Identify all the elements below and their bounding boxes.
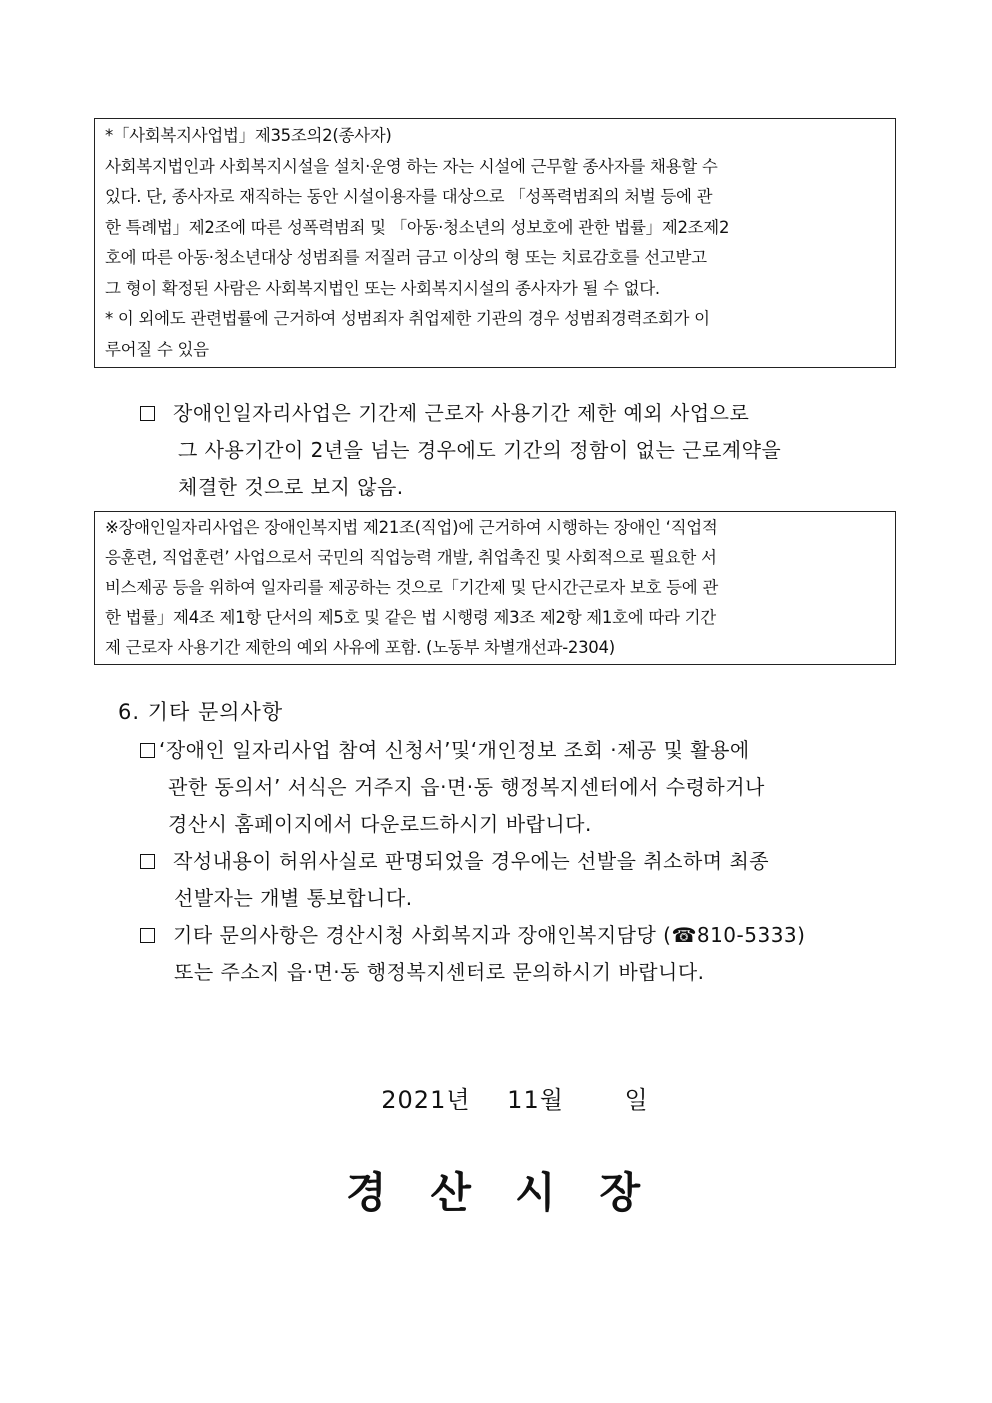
job-note-line: 한 법률」제4조 제1항 단서의 제5호 및 같은 법 시행령 제3조 제2항 제1호에 따라 기간 [105, 608, 716, 627]
job-note-line: 응훈련, 직업훈련’ 사업으로서 국민의 직업능력 개발, 취업촉진 및 사회적으로 필요한 서 [105, 548, 717, 567]
document-date [0, 1080, 992, 1115]
law-note-line: 있다. 단, 종사자로 재직하는 동안 시설이용자를 대상으로 「성폭력범죄의 처벌 등에 관 [105, 187, 713, 206]
date-month: 11월 [507, 1086, 564, 1114]
law-note-line: 한 특례법」제2조에 따른 성폭력범죄 및 「아동·청소년의 성보호에 관한 법률」제2조제2 [105, 217, 730, 237]
inquiry-line: 작성내용이 허위사실로 판명되었을 경우에는 선발을 취소하며 최종 [173, 849, 770, 873]
law-note-box [94, 118, 896, 368]
inquiry-line: 선발자는 개별 통보합니다. [174, 886, 413, 910]
job-program-note-box [94, 511, 896, 665]
inquiry-line: 또는 주소지 읍·면·동 행정복지센터로 문의하시기 바랍니다. [174, 960, 705, 984]
job-note-line: 제 근로자 사용기간 제한의 예외 사유에 포함. (노동부 차별개선과-2304) [105, 638, 615, 657]
job-note-line: 비스제공 등을 위하여 일자리를 제공하는 것으로「기간제 및 단시간근로자 보호 등에 관 [105, 578, 719, 597]
law-note-line: 호에 따른 아동·청소년대상 성범죄를 저질러 금고 이상의 형 또는 치료감호를 선고받고 [105, 248, 707, 267]
checkbox-square-icon [140, 928, 155, 943]
inquiry-item-forms [140, 732, 900, 843]
issuer-signature: 경산시장 [345, 1168, 685, 1217]
law-note-line: * 이 외에도 관련법률에 근거하여 성범죄자 취업제한 기관의 경우 성범죄경력조회가 이 [105, 309, 710, 328]
inquiry-line: 관한 동의서’ 서식은 거주지 읍·면·동 행정복지센터에서 수령하거나 [168, 775, 765, 799]
inquiry-line: 기타 문의사항은 경산시청 사회복지과 장애인복지담당 (☎810-5333) [173, 923, 806, 947]
law-note-line: 루어질 수 있음 [105, 339, 209, 359]
contract-exception-bullet [140, 395, 900, 506]
checkbox-square-icon [140, 743, 155, 758]
checkbox-square-icon [140, 406, 155, 421]
checkbox-square-icon [140, 854, 155, 869]
law-note-line: 사회복지법인과 사회복지시설을 설치·운영 하는 자는 시설에 근무할 종사자를 채용할 수 [105, 156, 718, 176]
inquiry-item-false-info [140, 843, 900, 917]
inquiry-item-contact [140, 917, 900, 991]
job-note-line: ※장애인일자리사업은 장애인복지법 제21조(직업)에 근거하여 시행하는 장애인 ‘직업적 [105, 518, 718, 537]
bullet-line: 체결한 것으로 보지 않음. [178, 475, 404, 499]
date-year: 2021년 [381, 1086, 471, 1114]
section-heading: 6. 기타 문의사항 [118, 700, 284, 724]
date-day: 일 [624, 1086, 649, 1114]
bullet-line: 그 사용기간이 2년을 넘는 경우에도 기간의 정함이 없는 근로계약을 [178, 438, 782, 462]
law-note-line: *「사회복지사업법」제35조의2(종사자) [105, 126, 392, 145]
inquiry-line: 경산시 홈페이지에서 다운로드하시기 바랍니다. [168, 812, 592, 836]
inquiry-line: ‘장애인 일자리사업 참여 신청서’및‘개인정보 조회 ·제공 및 활용에 [159, 738, 750, 762]
law-note-line: 그 형이 확정된 사람은 사회복지법인 또는 사회복지시설의 종사자가 될 수 없다. [105, 278, 660, 298]
bullet-line: 장애인일자리사업은 기간제 근로자 사용기간 제한 예외 사업으로 [173, 401, 750, 425]
